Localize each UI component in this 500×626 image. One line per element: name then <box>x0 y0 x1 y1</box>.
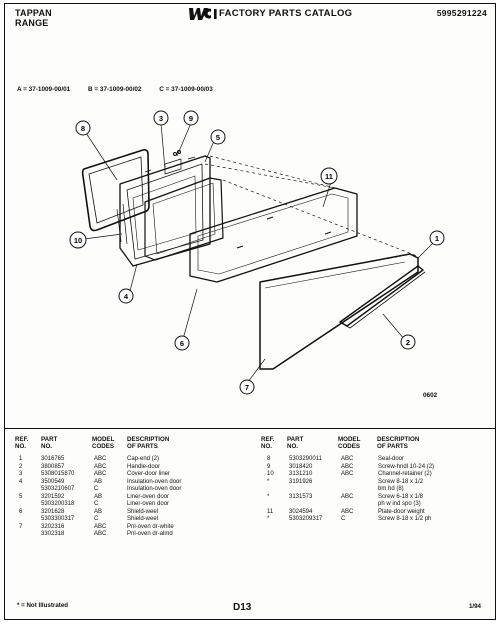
right-part-column: 5303290011 3018420 3131210 3191926 3131573 3024594 5303209317 <box>289 456 323 522</box>
callout-7 <box>240 380 254 394</box>
callout-11 <box>321 168 337 184</box>
callout-10 <box>70 232 86 248</box>
header-description-right: DESCRIPTION OF PARTS <box>377 436 420 450</box>
svg-text:7: 7 <box>244 383 250 392</box>
right-description-column: Seal-door Screw-hndl 10-24 (2) Channel-retainer (2) Screw 8-18 x 1/2 bm hd (8) Screw 6-18 x 1/8 ph w ind spo (3) Plate-door weight Screw 8-18 x 1/2 ph <box>378 456 435 522</box>
model-a: A = 37-1009-00/01 <box>17 86 71 93</box>
insulation-panel-drawing <box>145 178 223 260</box>
callout-3 <box>154 111 168 125</box>
not-illustrated-note: * = Not Illustrated <box>17 602 69 609</box>
header-ref-no-right: REF. NO. <box>261 436 275 450</box>
left-codes-column: ABC ABC ABC AB C AB C AB C ABC ABC <box>94 456 107 537</box>
catalog-number: 5995291224 <box>436 8 487 18</box>
svg-text:5: 5 <box>215 133 221 142</box>
callout-1 <box>430 231 444 245</box>
svg-text:2: 2 <box>405 338 411 347</box>
svg-text:9: 9 <box>188 114 194 123</box>
figure-code: 0602 <box>423 392 438 399</box>
header-model-codes: MODEL CODES <box>92 436 115 450</box>
header-part-no: PART NO. <box>41 436 58 450</box>
brand-name: TAPPAN <box>15 8 52 18</box>
parts-catalog-page <box>4 3 496 620</box>
callouts <box>70 111 444 394</box>
callout-8 <box>76 121 90 135</box>
catalog-date: 1/94 <box>468 603 481 610</box>
svg-text:1: 1 <box>434 234 440 243</box>
svg-text:3: 3 <box>158 114 164 123</box>
exploded-parts-diagram <box>5 4 495 424</box>
header-model-codes-right: MODEL CODES <box>338 436 361 450</box>
callout-2 <box>401 335 415 349</box>
model-b: B = 37-1009-00/02 <box>88 86 142 93</box>
svg-text:11: 11 <box>325 172 333 181</box>
svg-text:10: 10 <box>73 236 83 245</box>
header-ref-no: REF. NO. <box>15 436 29 450</box>
section-divider <box>5 428 495 429</box>
svg-text:6: 6 <box>179 339 185 348</box>
header-part-no-right: PART NO. <box>287 436 304 450</box>
callout-6 <box>175 336 189 350</box>
page-number: D13 <box>233 602 252 613</box>
outer-door-panel-drawing <box>260 254 418 369</box>
svg-text:8: 8 <box>80 124 86 133</box>
svg-text:4: 4 <box>123 292 129 301</box>
product-type: RANGE <box>15 18 49 28</box>
left-part-column: 3016765 3800857 5308015870 3500549 5303210607 3201592 5303200318 3201628 5303300317 3202316 3302318 <box>41 456 75 537</box>
left-description-column: Cap-end (2) Handle-door Cover-door liner Insulation-oven door Insulation-oven door Liner-oven door Liner-oven door Shield-weel Shield-weel Pnl-oven dr-white Pnl-oven dr-almd <box>127 456 182 537</box>
callout-5 <box>211 130 225 144</box>
left-ref-column: 1 2 3 4 5 6 7 <box>19 456 23 530</box>
callout-4 <box>119 289 133 303</box>
right-codes-column: ABC ABC ABC ABC ABC C <box>341 456 354 522</box>
model-c: C = 37-1009-00/03 <box>159 86 213 93</box>
door-liner-drawing <box>117 156 210 266</box>
door-seal-drawing <box>83 150 149 231</box>
callout-9 <box>184 111 198 125</box>
right-ref-column: 8 9 10 * * 11 * <box>267 456 274 522</box>
catalog-title: FACTORY PARTS CATALOG <box>219 8 353 19</box>
header-description: DESCRIPTION OF PARTS <box>127 436 170 450</box>
